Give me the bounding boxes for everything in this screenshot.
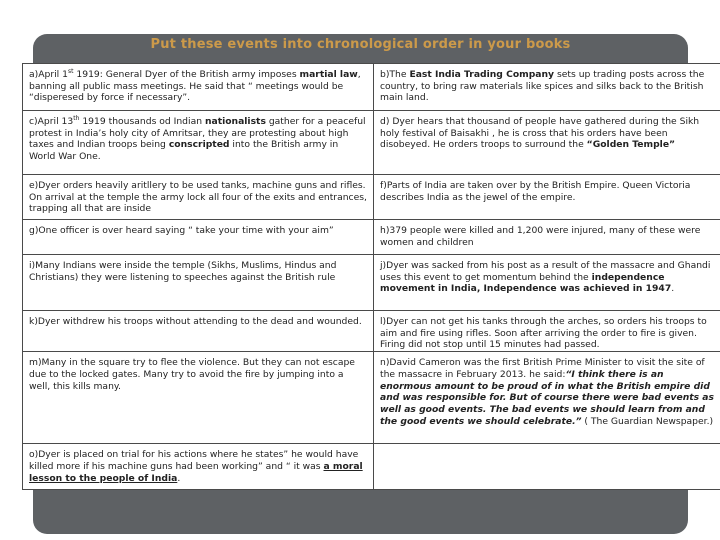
table-row	[23, 64, 720, 111]
event-d: d) Dyer hears that thousand of people have gathered during the Sikh holy festival of Baisakhi , he is cross that his orders have been disobeyed. He orders troops to surround the “Golden Temple”	[374, 111, 720, 175]
table-row	[23, 255, 720, 311]
event-k: k)Dyer withdrew his troops without attending to the dead and wounded.	[23, 311, 374, 352]
table-row	[23, 311, 720, 352]
event-m: m)Many in the square try to flee the violence. But they can not escape due to the locked gates. Many try to avoid the fire by jumping into a well, this kills many.	[23, 352, 374, 444]
event-i: i)Many Indians were inside the temple (Sikhs, Muslims, Hindus and Christians) they were listening to speeches against the British rule	[23, 255, 374, 311]
empty-cell	[374, 444, 720, 490]
page-title: Put these events into chronological order in your books	[150, 37, 571, 52]
table-row	[23, 220, 720, 255]
event-e: e)Dyer orders heavily aritllery to be used tanks, machine guns and rifles. On arrival at the temple the army lock all four of the exits and entrances, trapping all that are inside	[23, 175, 374, 220]
table-row	[23, 111, 720, 175]
event-a: a)April 1st 1919: General Dyer of the British army imposes martial law, banning all public mass meetings. He said that “ meetings would be “disperesed by force if necessary”.	[23, 64, 374, 111]
event-c: c)April 13th 1919 thousands od Indian nationalists gather for a peaceful protest in India’s holy city of Amritsar, they are protesting about high taxes and Indian troops being conscripted into the British army in World War One.	[23, 111, 374, 175]
event-l: l)Dyer can not get his tanks through the arches, so orders his troops to aim and fire using rifles. Soon after arriving the order to fire is given. Firing did not stop until 15 minutes had passed.	[374, 311, 720, 352]
event-h: h)379 people were killed and 1,200 were injured, many of these were women and children	[374, 220, 720, 255]
event-n: n)David Cameron was the first British Prime Minister to visit the site of the massacre in February 2013. he said:“I think there is an enormous amount to be proud of in what the British empire did and was responsible for. But of course there were bad events as well as good events. The bad events we should learn from and the good events we should celebrate.” ( The Guardian Newspaper.)	[374, 352, 720, 444]
event-b: b)The East India Trading Company sets up trading posts across the country, to bring raw materials like spices and silks back to the British main land.	[374, 64, 720, 111]
event-o: o)Dyer is placed on trial for his actions where he states” he would have killed more if his machine guns had been working” and “ it was a moral lesson to the people of India.	[23, 444, 374, 490]
event-g: g)One officer is over heard saying “ take your time with your aim”	[23, 220, 374, 255]
events-table	[22, 63, 720, 490]
table-row	[23, 444, 720, 490]
event-f: f)Parts of India are taken over by the British Empire. Queen Victoria describes India as the jewel of the empire.	[374, 175, 720, 220]
table-row	[23, 352, 720, 444]
event-j: j)Dyer was sacked from his post as a result of the massacre and Ghandi uses this event to get momentum behind the independence movement in India, Independence was achieved in 1947.	[374, 255, 720, 311]
table-row	[23, 175, 720, 220]
